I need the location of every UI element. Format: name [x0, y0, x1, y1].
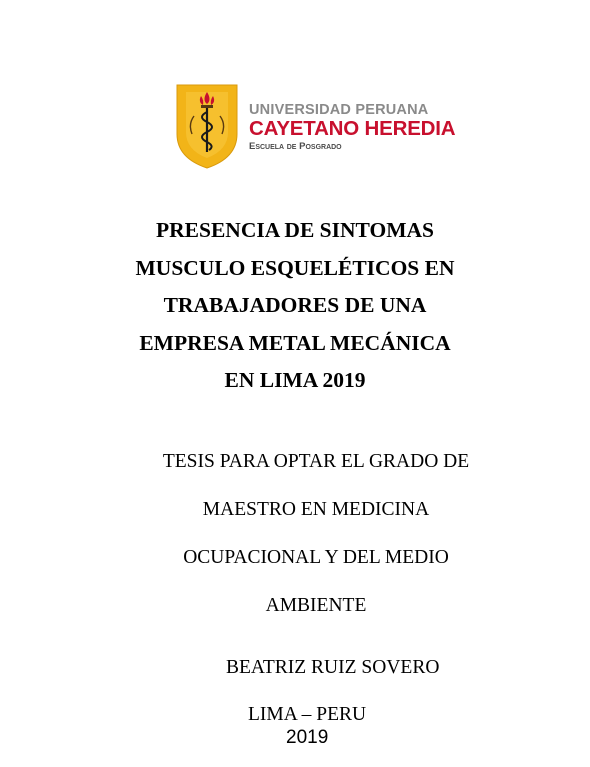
degree-statement	[0, 438, 590, 630]
thesis-title-line: PRESENCIA DE SINTOMAS	[156, 218, 434, 242]
university-shield-icon	[174, 82, 240, 170]
thesis-title-line: MUSCULO ESQUELÉTICOS EN	[135, 255, 455, 280]
university-name-block	[249, 102, 469, 154]
thesis-title-line: EMPRESA METAL MECÁNICA	[139, 330, 451, 355]
place: LIMA – PERU	[248, 704, 367, 725]
author-name: BEATRIZ RUIZ SOVERO	[226, 657, 440, 678]
school-name: Escuela de Posgrado	[249, 141, 342, 152]
degree-statement-line: TESIS PARA OPTAR EL GRADO DE	[162, 451, 470, 472]
degree-statement-line: OCUPACIONAL Y DEL MEDIO	[183, 547, 449, 568]
degree-statement-line: MAESTRO EN MEDICINA	[202, 499, 430, 520]
degree-statement-line: AMBIENTE	[265, 595, 367, 616]
university-logo	[174, 82, 464, 172]
year: 2019	[286, 727, 329, 748]
thesis-title-line: TRABAJADORES DE UNA	[163, 293, 427, 317]
thesis-title	[0, 212, 590, 400]
thesis-title-line: EN LIMA 2019	[224, 368, 366, 392]
university-name-line2: CAYETANO HEREDIA	[249, 117, 456, 140]
university-name-line1: UNIVERSIDAD PERUANA	[249, 102, 429, 118]
